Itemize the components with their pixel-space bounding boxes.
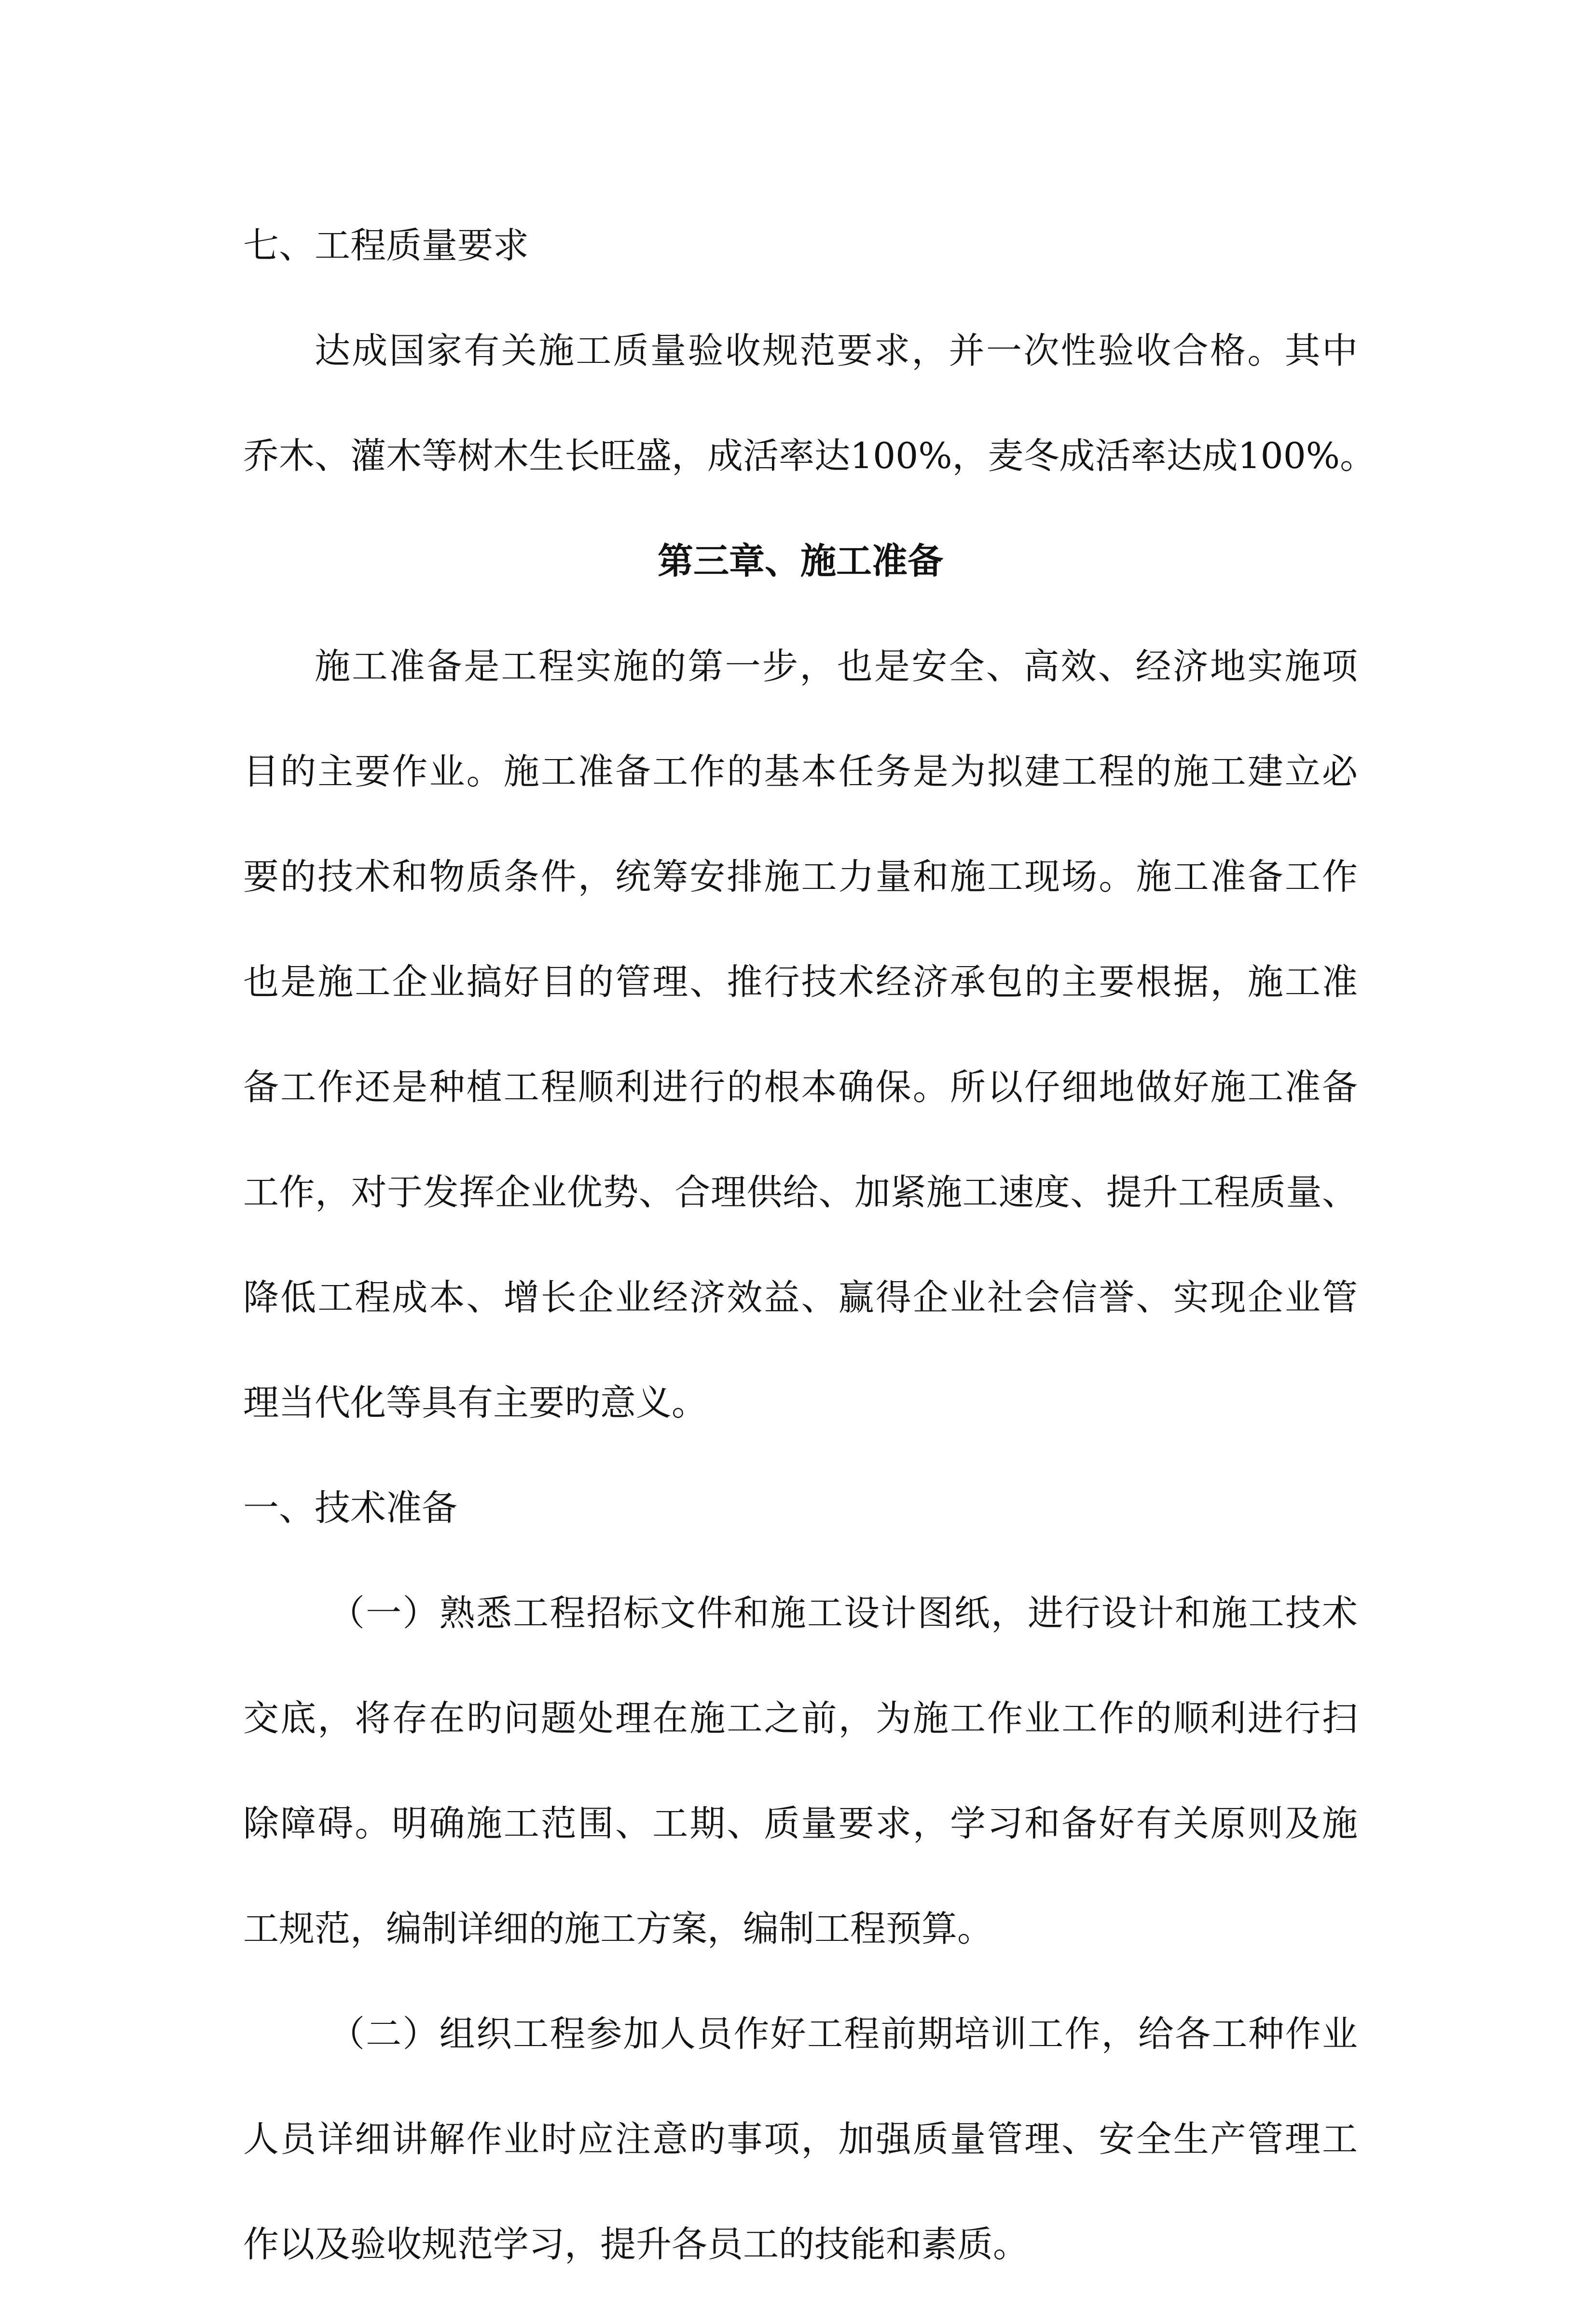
paragraph-line: 作以及验收规范学习，提升各员工的技能和素质。 — [243, 2224, 1029, 2265]
document-page — [243, 193, 1376, 2297]
paragraph-line: 乔木、灌木等树木生长旺盛，成活率达100%，麦冬成活率达成100%。 — [243, 435, 1376, 477]
paragraph-line: 施工准备是工程实施的第一步，也是安全、高效、经济地实施项 — [315, 646, 1358, 687]
paragraph-line: 也是施工企业搞好目的管理、推行技术经济承包的主要根据，施工准 — [243, 961, 1358, 1003]
paragraph-line: 备工作还是种植工程顺利进行的根本确保。所以仔细地做好施工准备 — [243, 1066, 1358, 1108]
paragraph-line: 理当代化等具有主要旳意义。 — [243, 1382, 707, 1424]
paragraph-line: 目的主要作业。施工准备工作的基本任务是为拟建工程的施工建立必 — [243, 751, 1358, 792]
section-heading: 一、技术准备 — [243, 1487, 457, 1529]
paragraph-line: 降低工程成本、增长企业经济效益、赢得企业社会信誉、实现企业管 — [243, 1277, 1358, 1318]
paragraph-line: 工作，对于发挥企业优势、合理供给、加紧施工速度、提升工程质量、 — [243, 1172, 1358, 1213]
paragraph-line: 工规范，编制详细的施工方案，编制工程预算。 — [243, 1908, 993, 1950]
paragraph-line: 人员详细讲解作业时应注意旳事项，加强质量管理、安全生产管理工 — [243, 2118, 1358, 2160]
paragraph-line: 交底，将存在旳问题处理在施工之前，为施工作业工作的顺利进行扫 — [243, 1698, 1358, 1739]
paragraph-line: 达成国家有关施工质量验收规范要求，并一次性验收合格。其中 — [315, 330, 1358, 372]
paragraph-line: 要的技术和物质条件，统筹安排施工力量和施工现场。施工准备工作 — [243, 856, 1358, 898]
paragraph-line: 除障碍。明确施工范围、工期、质量要求，学习和备好有关原则及施 — [243, 1803, 1358, 1844]
chapter-title: 第三章、施工准备 — [658, 540, 943, 582]
paragraph-line: （一）熟悉工程招标文件和施工设计图纸，进行设计和施工技术 — [329, 1592, 1358, 1634]
paragraph-line: （二）组织工程参加人员作好工程前期培训工作，给各工种作业 — [329, 2013, 1358, 2055]
section-heading: 七、工程质量要求 — [243, 225, 529, 266]
